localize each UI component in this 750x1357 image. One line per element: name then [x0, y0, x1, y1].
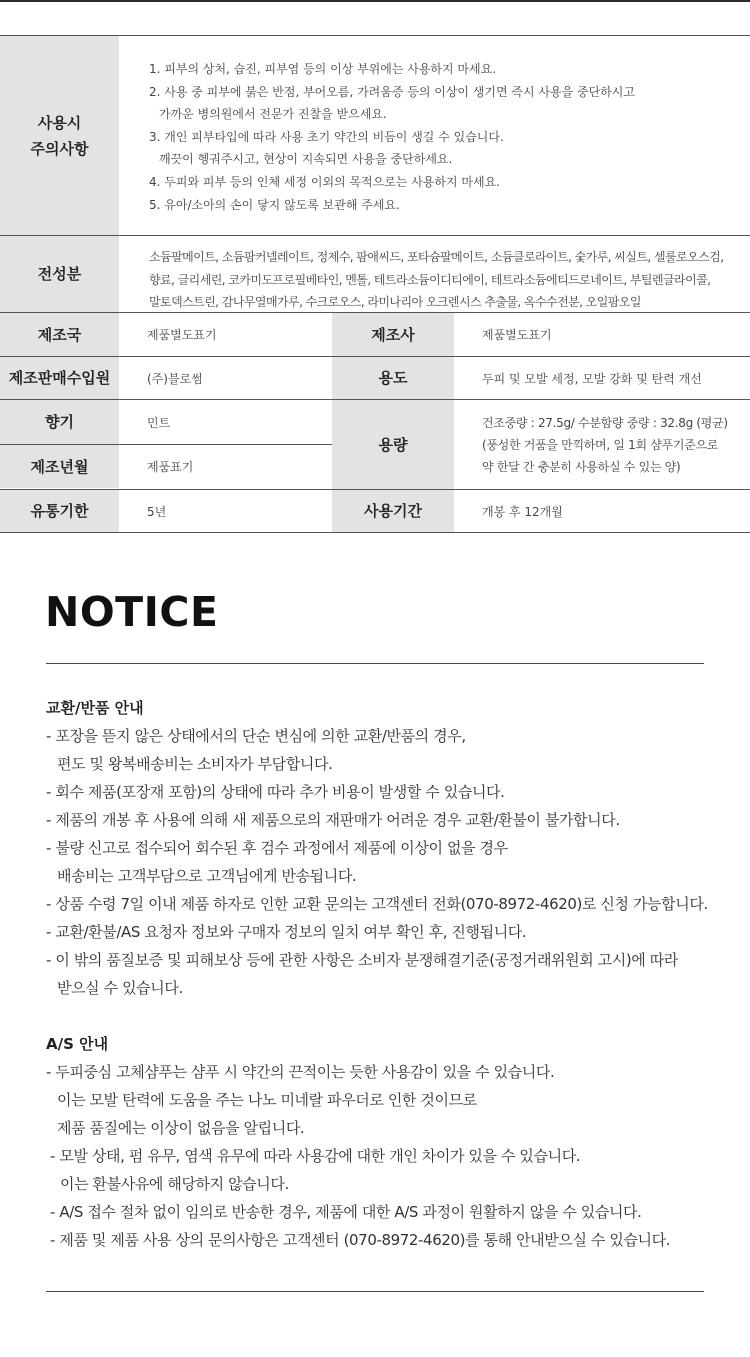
scent-date-group: [0, 400, 332, 489]
caution-line: 가까운 병의원에서 전문가 진찰을 받으세요.: [159, 107, 387, 122]
date-row: [0, 444, 332, 488]
usage-value: 두피 및 모발 세정, 모발 강화 및 탄력 개선: [482, 371, 702, 386]
period-value: 개봉 후 12개월: [482, 504, 563, 519]
caution-line: 3. 개인 피부타입에 따라 사용 초기 약간의 비듬이 생길 수 있습니다.: [149, 129, 504, 144]
as-line: - 두피중심 고체샴푸는 샴푸 시 약간의 끈적이는 듯한 사용감이 있을 수 있습니다.: [46, 1063, 555, 1081]
caution-line: 1. 피부의 상처, 습진, 피부염 등의 이상 부위에는 사용하지 마세요.: [149, 62, 497, 76]
volume-value: [454, 400, 750, 489]
caution-line: 깨끗이 헹궈주시고, 현상이 지속되면 사용을 중단하세요.: [159, 152, 453, 167]
exchange-line: 받으실 수 있습니다.: [57, 979, 183, 997]
caution-text: [119, 36, 750, 235]
usage-label: 용도: [332, 357, 454, 399]
exchange-line: 배송비는 고객부담으로 고객님에게 반송됩니다.: [57, 867, 357, 885]
exchange-line: - 불량 신고로 접수되어 회수된 후 검수 과정에서 제품에 이상이 없을 경우: [46, 839, 508, 857]
top-divider: [0, 0, 750, 2]
caution-line: 2. 사용 중 피부에 붉은 반점, 부어오름, 가려움증 등의 이상이 생기면 즉시 사용을 중단하시고: [149, 84, 635, 99]
exchange-line: - 제품의 개봉 후 사용에 의해 새 제품으로의 재판매가 어려운 경우 교환/환불이 불가합니다.: [46, 811, 620, 829]
seller-usage-row: [0, 356, 750, 399]
caution-header-line: 사용시: [37, 113, 82, 132]
seller-value: (주)블로썸: [147, 371, 203, 386]
expiry-period-row: [0, 489, 750, 533]
caution-header: [0, 36, 119, 235]
ingredients-line: 향료, 글리세린, 코카미도프로필베타인, 멘톨, 테트라소듐이디티에이, 테트라소듐에티드로네이트, 부틸렌글라이콜,: [149, 272, 711, 287]
ingredients-header: 전성분: [0, 236, 119, 312]
volume-line: 건조중량 : 27.5g/ 수분함량 중량 : 32.8g (평균): [482, 416, 728, 430]
caution-row: [0, 35, 750, 235]
country-value: 제품별도표기: [147, 328, 217, 342]
notice-divider-bottom: [46, 1291, 704, 1292]
as-line: 제품 품질에는 이상이 없음을 알립니다.: [57, 1119, 305, 1137]
product-spec-table: [0, 35, 750, 533]
notice-title: NOTICE: [45, 588, 219, 636]
exchange-line: - 포장을 뜯지 않은 상태에서의 단순 변심에 의한 교환/반품의 경우,: [46, 727, 466, 745]
exchange-line: 편도 및 왕복배송비는 소비자가 부담합니다.: [57, 755, 333, 773]
caution-header-line: 주의사항: [30, 139, 89, 158]
expiry-value: 5년: [147, 504, 167, 519]
as-heading: A/S 안내: [46, 1035, 109, 1053]
seller-label: 제조판매수입원: [0, 357, 119, 399]
maker-label: 제조사: [332, 313, 454, 356]
country-maker-row: [0, 312, 750, 356]
as-line: 이는 환불사유에 해당하지 않습니다.: [60, 1175, 289, 1193]
date-label: 제조년월: [0, 445, 119, 488]
ingredients-line: 말토덱스트린, 감나무열매가루, 수크로오스, 라미나리아 오크렌시스 추출물, 옥수수전분, 오일팜오일: [149, 295, 641, 309]
ingredients-text: [119, 236, 750, 312]
as-line: - 모발 상태, 펌 유무, 염색 유무에 따라 사용감에 대한 개인 차이가 있을 수 있습니다.: [50, 1147, 581, 1165]
scent-value: 민트: [147, 415, 171, 430]
scent-label: 향기: [0, 400, 119, 444]
exchange-line: - 회수 제품(포장재 포함)의 상태에 따라 추가 비용이 발생할 수 있습니다.: [46, 783, 505, 801]
ingredients-row: [0, 235, 750, 312]
as-line: - 제품 및 제품 사용 상의 문의사항은 고객센터 (070-8972-4620)를 통해 안내받으실 수 있습니다.: [50, 1231, 671, 1249]
exchange-return-section: [46, 694, 726, 1002]
volume-line: 약 한달 간 충분히 사용하실 수 있는 양): [482, 460, 681, 474]
exchange-heading: 교환/반품 안내: [46, 699, 144, 717]
date-value: 제품표기: [147, 460, 194, 474]
scent-date-volume-row: [0, 399, 750, 489]
volume-line: (풍성한 거품을 만끽하며, 일 1회 샴푸기준으로: [482, 438, 719, 452]
expiry-label: 유통기한: [0, 490, 119, 532]
exchange-line: - 상품 수령 7일 이내 제품 하자로 인한 교환 문의는 고객센터 전화(070-8972-4620)로 신청 가능합니다.: [46, 895, 708, 913]
notice-divider-top: [46, 663, 704, 664]
scent-row: [0, 400, 332, 444]
caution-line: 4. 두피와 피부 등의 인체 세정 이외의 목적으로는 사용하지 마세요.: [149, 174, 500, 189]
exchange-line: - 교환/환불/AS 요청자 정보와 구매자 정보의 일치 여부 확인 후, 진행됩니다.: [46, 923, 527, 941]
as-line: 이는 모발 탄력에 도움을 주는 나노 미네랄 파우더로 인한 것이므로: [57, 1091, 477, 1109]
as-line: - A/S 접수 절차 없이 임의로 반송한 경우, 제품에 대한 A/S 과정이 원활하지 않을 수 있습니다.: [50, 1203, 642, 1221]
ingredients-line: 소듐팔메이트, 소듐팜커넬레이트, 정제수, 팜애씨드, 포타슘팔메이트, 소듐클로라이트, 숯가루, 씨실트, 셀룰로오스검,: [149, 250, 724, 264]
caution-line: 5. 유아/소아의 손이 닿지 않도록 보관해 주세요.: [149, 197, 400, 212]
period-label: 사용기간: [332, 490, 454, 532]
maker-value: 제품별도표기: [482, 328, 552, 342]
country-label: 제조국: [0, 313, 119, 356]
as-section: [46, 1030, 726, 1254]
exchange-line: - 이 밖의 품질보증 및 피해보상 등에 관한 사항은 소비자 분쟁해결기준(공정거래위원회 고시)에 따라: [46, 951, 678, 969]
volume-label: 용량: [332, 400, 454, 489]
